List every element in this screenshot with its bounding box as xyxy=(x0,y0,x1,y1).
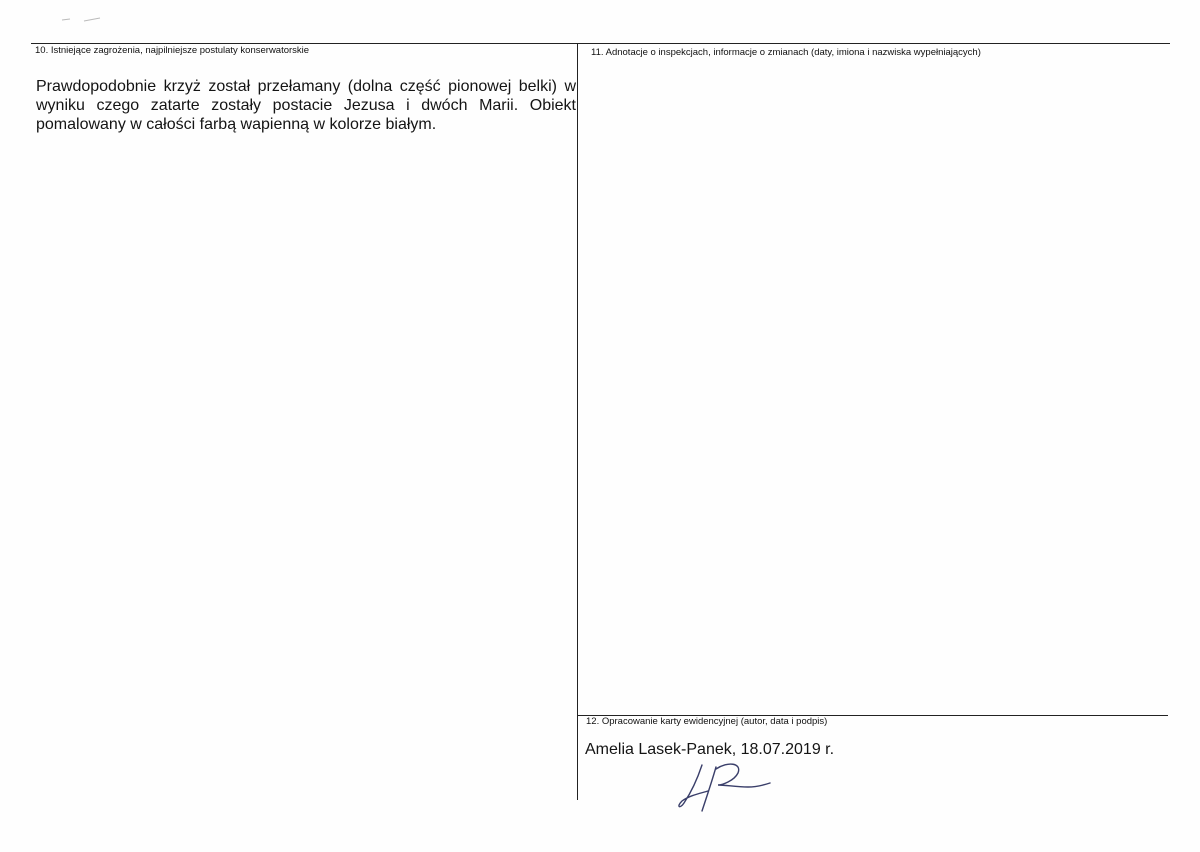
section-12-author-date: Amelia Lasek-Panek, 18.07.2019 r. xyxy=(585,741,835,758)
top-divider-line xyxy=(31,43,1170,44)
section-11-label: 11. Adnotacje o inspekcjach, informacje o zmianach (daty, imiona i nazwiska wypełniających) xyxy=(591,47,981,58)
handwritten-signature xyxy=(672,755,772,815)
section-10-label: 10. Istniejące zagrożenia, najpilniejsze postulaty konserwatorskie xyxy=(35,45,310,56)
section-10-text: Prawdopodobnie krzyż został przełamany (dolna część pionowej belki) w wyniku czego zatarte zostały postacie Jezusa i dwóch Marii. Obiekt pomalowany w całości farbą wapienną w kolorze białym. xyxy=(36,78,576,133)
scan-artifact-mark xyxy=(60,14,120,24)
column-divider-line xyxy=(577,43,578,800)
section-12-label: 12. Opracowanie karty ewidencyjnej (autor, data i podpis) xyxy=(586,716,828,727)
